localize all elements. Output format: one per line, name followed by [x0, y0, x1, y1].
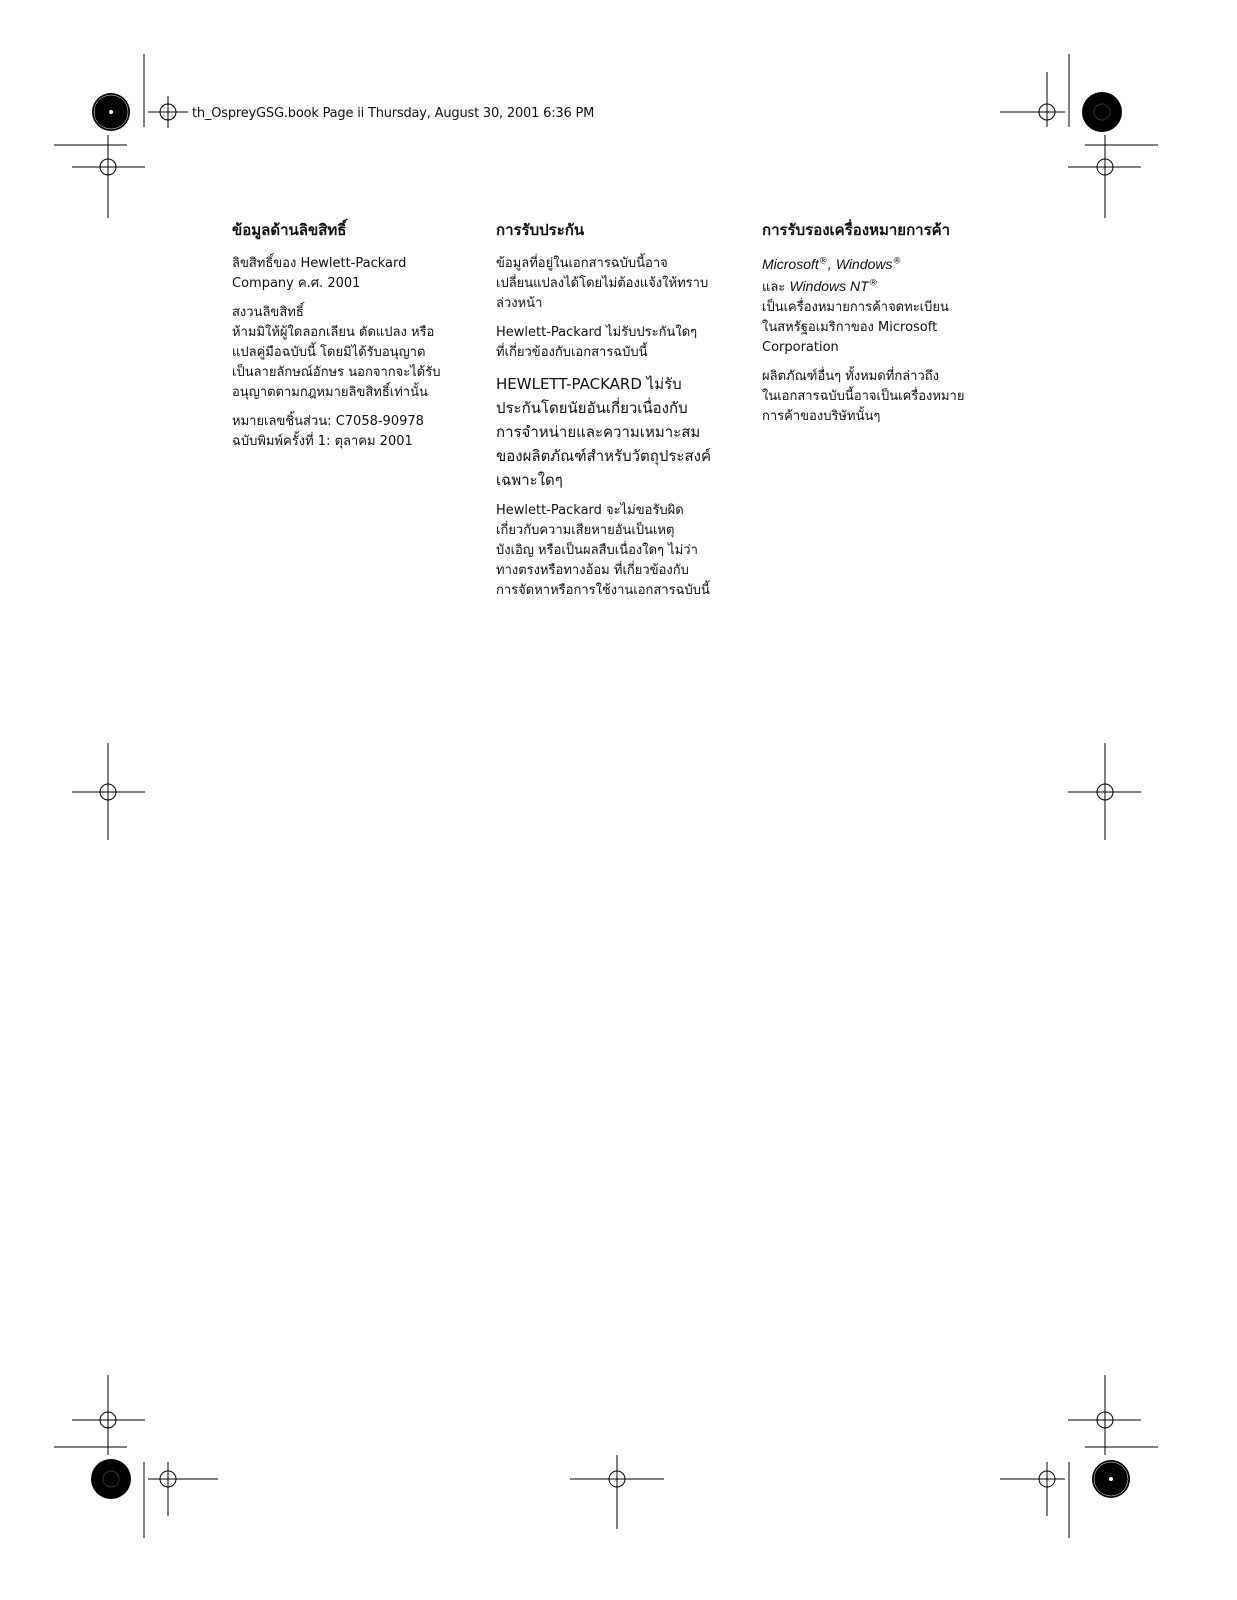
text-line: ล่วงหน้า	[496, 296, 543, 311]
text-line: เฉพาะใดๆ	[496, 471, 563, 489]
text-line: HEWLETT-PACKARD ไม่รับ	[496, 375, 682, 393]
text-line: ประกันโดยนัยอันเกี่ยวเนื่องกับ	[496, 399, 688, 417]
text-line: Company ค.ศ. 2001	[232, 276, 361, 291]
registered-mark: ®	[892, 256, 902, 267]
text-line: เป็นเครื่องหมายการค้าจดทะเบียน	[762, 300, 949, 315]
comma: ,	[827, 256, 832, 272]
text-line: ทางตรงหรือทางอ้อม ที่เกี่ยวข้องกับ	[496, 563, 689, 578]
warranty-paragraph	[496, 254, 731, 314]
text-line: ฉบับพิมพ์ครั้งที่ 1: ตุลาคม 2001	[232, 434, 413, 449]
warranty-column	[496, 218, 731, 610]
text-line: ที่เกี่ยวข้องกับเอกสารฉบับนี้	[496, 345, 648, 360]
text-line: แปลคู่มือฉบับนี้ โดยมิได้รับอนุญาต	[232, 345, 426, 360]
windows-trademark: Windows	[835, 256, 893, 272]
text-line: ในเอกสารฉบับนี้อาจเป็นเครื่องหมาย	[762, 389, 965, 404]
text-line: หมายเลขชิ้นส่วน: C7058-90978	[232, 414, 424, 429]
warranty-heading: การรับประกัน	[496, 221, 585, 239]
windows-nt-trademark: Windows NT	[789, 278, 869, 294]
text-line: ในสหรัฐอเมริกาของ Microsoft	[762, 320, 938, 335]
text-line: เป็นลายลักษณ์อักษร นอกจากจะได้รับ	[232, 365, 441, 380]
trademark-list	[762, 254, 997, 358]
text-line: การจำหน่ายและความเหมาะสม	[496, 423, 701, 441]
page-header: th_OspreyGSG.book Page ii Thursday, August 30, 2001 6:36 PM	[192, 106, 595, 121]
trademark-heading: การรับรองเครื่องหมายการค้า	[762, 221, 951, 239]
text-line: เปลี่ยนแปลงได้โดยไม่ต้องแจ้งให้ทราบ	[496, 276, 709, 291]
text-line: ข้อมูลที่อยู่ในเอกสารฉบับนี้อาจ	[496, 256, 668, 271]
part-number-paragraph	[232, 412, 467, 452]
text-line	[762, 276, 997, 298]
warranty-disclaimer	[496, 372, 731, 492]
and-word: และ	[762, 280, 786, 295]
other-products-paragraph	[762, 367, 997, 427]
copyright-column	[232, 218, 467, 461]
liability-paragraph	[496, 501, 731, 601]
copyright-paragraph	[232, 254, 467, 294]
microsoft-trademark: Microsoft	[762, 256, 819, 272]
text-line: การจัดหาหรือการใช้งานเอกสารฉบับนี้	[496, 583, 710, 598]
registered-mark: ®	[818, 256, 828, 267]
text-line: ผลิตภัณฑ์อื่นๆ ทั้งหมดที่กล่าวถึง	[762, 369, 939, 384]
copyright-heading: ข้อมูลด้านลิขสิทธิ์	[232, 221, 347, 239]
text-line: อนุญาตตามกฎหมายลิขสิทธิ์เท่านั้น	[232, 385, 428, 400]
text-line: การค้าของบริษัทนั้นๆ	[762, 409, 881, 424]
text-line: ห้ามมิให้ผู้ใดลอกเลียน ดัดแปลง หรือ	[232, 325, 435, 340]
text-line: Corporation	[762, 340, 839, 355]
text-line: เกี่ยวกับความเสียหายอันเป็นเหตุ	[496, 523, 675, 538]
text-line	[762, 254, 997, 276]
warranty-paragraph	[496, 323, 731, 363]
text-line: ของผลิตภัณฑ์สำหรับวัตถุประสงค์	[496, 447, 712, 465]
text-line: Hewlett-Packard ไม่รับประกันใดๆ	[496, 325, 698, 340]
rights-paragraph	[232, 303, 467, 403]
registered-mark: ®	[868, 278, 878, 289]
text-line: สงวนลิขสิทธิ์	[232, 305, 304, 320]
text-line: ลิขสิทธิ์ของ Hewlett-Packard	[232, 256, 407, 271]
text-line: บังเอิญ หรือเป็นผลสืบเนื่องใดๆ ไม่ว่า	[496, 543, 698, 558]
trademark-column	[762, 218, 997, 436]
text-line: Hewlett-Packard จะไม่ขอรับผิด	[496, 503, 684, 518]
